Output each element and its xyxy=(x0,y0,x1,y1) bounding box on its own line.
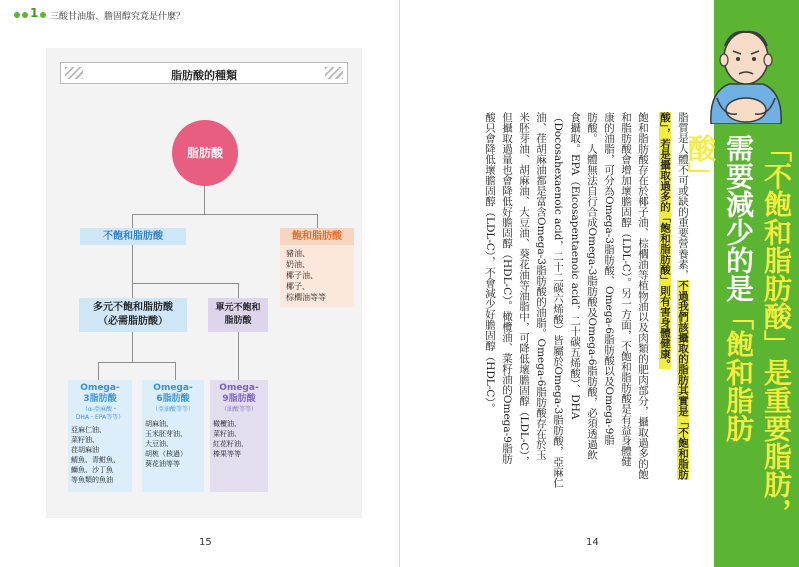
connector-line xyxy=(98,362,99,380)
body-column: 酸只會降低壞膽固醇（LDL-C），不會減少好膽固醇（HDL-C）。 xyxy=(484,112,496,414)
omega9-item: 橄欖油、 xyxy=(213,420,241,428)
body-column: （Docosahexaenoic acid，二十二碳六烯酸）皆屬於Omega-3脂肪酸，亞麻仁 xyxy=(552,112,564,488)
node-omega3 xyxy=(68,380,132,492)
omega3-paren: （α-亞麻酸・ xyxy=(81,406,119,413)
omega3-item: 等魚類的魚油 xyxy=(71,476,113,484)
connector-line xyxy=(175,362,176,380)
connector-line xyxy=(132,332,133,362)
node-unsaturated: 不飽和脂肪酸 xyxy=(80,228,186,245)
body-column: 食攝取。EPA（Eicosapentaenoic acid，二十碳五烯酸）、DHA xyxy=(569,112,581,420)
body-column: 康的油脂，可分為Omega-3脂肪酸、Omega-6脂肪酸以及Omega-9脂 xyxy=(603,112,615,445)
omega3-item: 鯖魚、青魽魚、 xyxy=(71,456,120,464)
connector-line xyxy=(317,214,318,228)
omega9-paren: （油酸等等） xyxy=(220,406,257,413)
node-fatty-acid: 脂肪酸 xyxy=(172,120,238,186)
chapter-title: 三酸甘油脂、膽固醇究竟是什麼？ xyxy=(50,12,186,22)
chapter-number: 1 xyxy=(30,6,39,20)
body-column: 米胚芽油、胡麻油、大豆油、葵花油等油脂中，可降低壞膽固醇（LDL-C）， xyxy=(518,112,530,467)
body-column: 飽和脂肪酸存在於椰子油、棕櫚油等植物油以及肉類的肥肉部分，攝取過多的飽 xyxy=(637,112,649,480)
omega3-item: 鰤魚、沙丁魚 xyxy=(71,466,113,474)
omega9-label2: 9脂肪酸 xyxy=(222,394,256,404)
connector-line xyxy=(132,214,318,215)
highlight-text: 酸」，若是攝取過多的「飽和脂肪酸」則有害身體健康。 xyxy=(659,112,671,370)
omega3-item: 菜籽油、 xyxy=(71,436,99,444)
header-dot-icon xyxy=(22,12,28,18)
connector-line xyxy=(98,362,176,363)
omega3-paren2: DHA・EPA等等） xyxy=(75,414,125,421)
page-number: 15 xyxy=(199,537,212,548)
omega6-label2: 6脂肪酸 xyxy=(156,394,190,404)
omega9-item: 菜籽油、 xyxy=(213,430,241,438)
connector-line xyxy=(132,283,133,298)
omega6-item: 大豆油、 xyxy=(145,440,173,448)
saturated-item: 奶油、 xyxy=(286,260,310,269)
omega6-item: 胡桃（核過） xyxy=(145,450,187,458)
saturated-item: 椰子油、 xyxy=(286,271,318,280)
omega3-label2: 3脂肪酸 xyxy=(83,394,117,404)
header-dot-icon xyxy=(14,12,20,18)
omega6-item: 胡麻油、 xyxy=(145,420,173,428)
omega9-item: 榛果等等 xyxy=(213,450,241,458)
omega6-label: Omega- xyxy=(153,383,193,393)
node-monounsaturated xyxy=(208,298,268,332)
diagram-title-bar xyxy=(60,62,348,84)
saturated-item: 豬油、 xyxy=(286,249,310,258)
connector-line xyxy=(132,214,133,228)
stripe-decoration xyxy=(325,67,343,79)
connector-line xyxy=(238,283,239,298)
omega3-label: Omega- xyxy=(80,383,120,393)
left-page xyxy=(0,0,399,567)
node-polyunsaturated xyxy=(79,298,187,332)
omega6-paren: （亞油酸等等） xyxy=(151,406,194,413)
body-column: 和脂肪酸會增加壞膽固醇（LDL-C）。另一方面，不飽和脂肪酸是有益身體健 xyxy=(620,112,632,467)
body-column xyxy=(658,112,672,369)
node-omega9 xyxy=(210,380,268,492)
body-column: 脂質是人體不可或缺的重要營養素，不過我們該攝取的脂肪其實是「不飽和脂肪 xyxy=(677,112,689,480)
heading-line: 需要減少的是「飽和脂肪 xyxy=(722,134,755,442)
omega3-item: 亞麻仁油、 xyxy=(71,426,106,434)
chapter-heading xyxy=(677,134,795,526)
worried-man-icon xyxy=(703,26,789,124)
connector-line xyxy=(204,186,205,214)
mono-sublabel: 脂肪酸 xyxy=(224,316,252,326)
diagram-title: 脂肪酸的種類 xyxy=(171,69,237,82)
connector-line xyxy=(132,283,238,284)
node-omega6 xyxy=(142,380,204,492)
header-dot-icon xyxy=(40,12,46,18)
mono-label: 單元不飽和 xyxy=(215,303,261,313)
omega6-item: 葵花油等等 xyxy=(145,460,180,468)
right-page xyxy=(399,0,799,567)
omega9-item: 紅花籽油、 xyxy=(213,440,248,448)
omega3-item: 荏胡麻油 xyxy=(71,446,99,454)
omega9-label: Omega- xyxy=(219,383,259,393)
heading-line: 「不飽和脂肪酸」是重要脂肪， xyxy=(760,134,793,526)
omega6-item: 玉米胚芽油、 xyxy=(145,430,187,438)
highlight-text: 不過我們該攝取的脂肪其實是「不飽和脂肪 xyxy=(677,280,689,480)
saturated-item: 椰子、 xyxy=(286,282,310,291)
page-number: 14 xyxy=(586,537,599,548)
saturated-item: 棕櫚油等等 xyxy=(286,293,326,302)
poly-sublabel: （必需脂肪酸） xyxy=(98,316,168,327)
node-saturated: 飽和脂肪酸 xyxy=(280,228,354,245)
fatty-acid-diagram xyxy=(46,48,362,518)
poly-label: 多元不飽和脂肪酸 xyxy=(93,302,173,313)
body-column: 肪酸。人體無法自行合成Omega-3脂肪酸及Omega-6脂肪酸，必須透過飲 xyxy=(586,112,598,460)
body-column: 油、荏胡麻油都是富含Omega-3脂肪酸的油脂。Omega-6脂肪酸存在於玉 xyxy=(535,112,547,460)
heading-line: 酸」 xyxy=(684,134,717,190)
connector-line xyxy=(132,245,133,283)
connector-line xyxy=(238,332,239,380)
body-column: 但攝取過量也會降低好膽固醇（HDL-C）。橄欖油、菜籽油的Omega-9脂肪 xyxy=(501,112,513,464)
saturated-examples xyxy=(280,245,354,307)
